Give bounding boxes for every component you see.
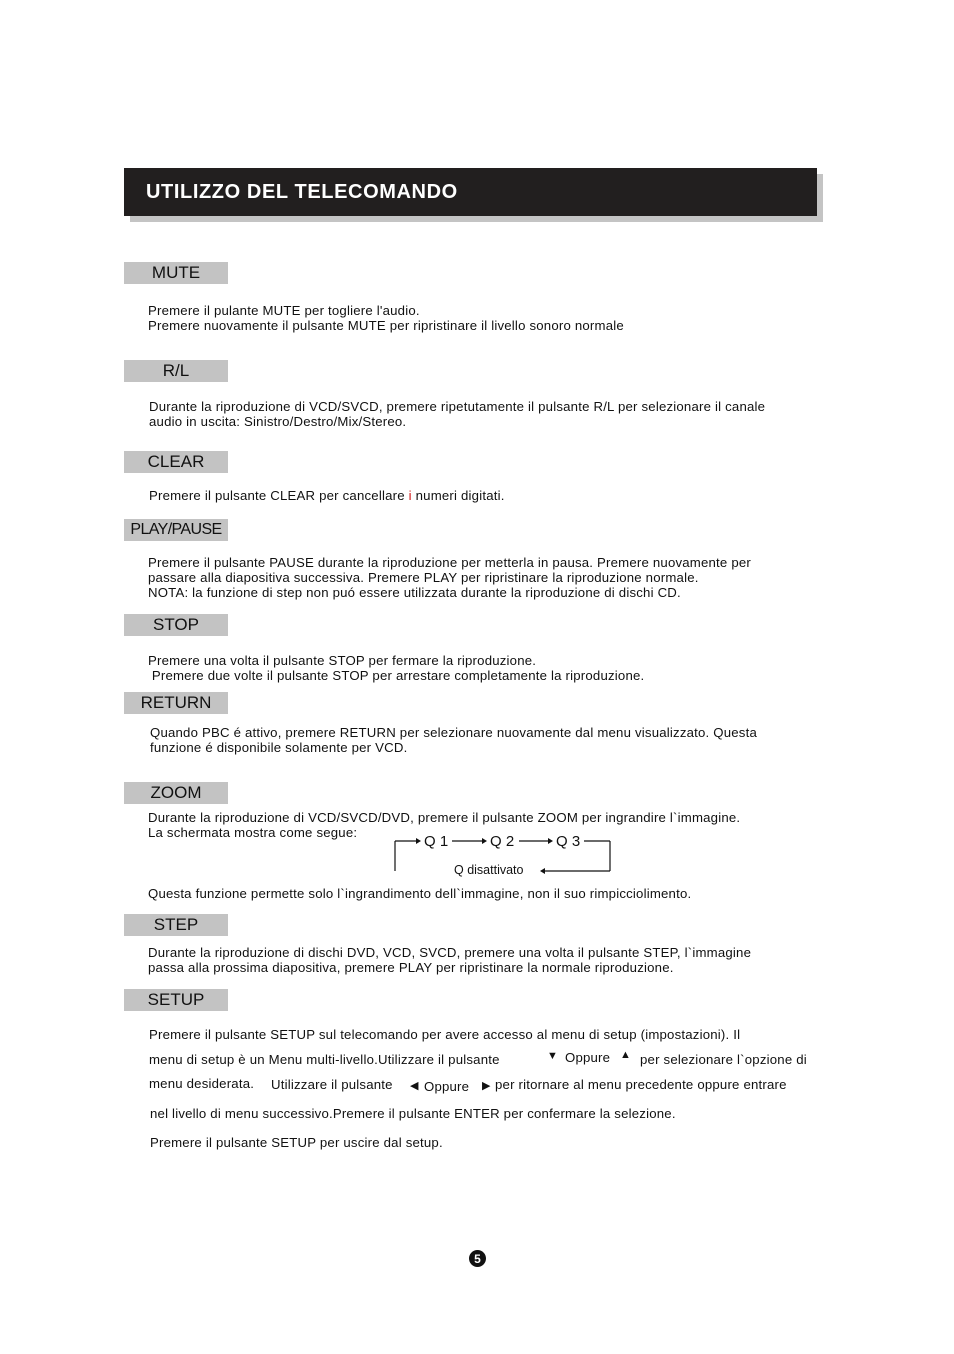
section-label-playpause: PLAY/PAUSE bbox=[124, 519, 228, 541]
clear-text-a: Premere il pulsante CLEAR per cancellare bbox=[149, 488, 409, 503]
playpause-line-2: passare alla diapositiva successiva. Premere PLAY per ripristinare la riproduzione normale. bbox=[148, 570, 699, 585]
rl-line-1: Durante la riproduzione di VCD/SVCD, premere ripetutamente il pulsante R/L per selezionare il canale bbox=[149, 399, 766, 414]
zoom-arrow-to-q1-head bbox=[416, 838, 421, 844]
clear-line bbox=[149, 488, 505, 503]
setup-line-2-or: Oppure bbox=[565, 1050, 611, 1065]
page-title-text: UTILIZZO DEL TELECOMANDO bbox=[146, 180, 458, 203]
section-label-rl: R/L bbox=[124, 360, 228, 382]
zoom-line-1: Durante la riproduzione di VCD/SVCD/DVD, premere il pulsante ZOOM per ingrandire l`immagine. bbox=[148, 810, 741, 825]
setup-line-1: Premere il pulsante SETUP sul telecomando per avere accesso al menu di setup (impostazioni). Il bbox=[149, 1027, 741, 1042]
setup-line-2a: menu di setup è un Menu multi-livello.Utilizzare il pulsante bbox=[149, 1052, 500, 1067]
section-label-return: RETURN bbox=[124, 692, 228, 714]
playpause-line-3: NOTA: la funzione di step non puó essere utilizzata durante la riproduzione di dischi CD. bbox=[148, 585, 681, 600]
step-line-2: passa alla prossima diapositiva, premere PLAY per ripristinare la normale riproduzione. bbox=[148, 960, 674, 975]
section-label-setup: SETUP bbox=[124, 989, 228, 1011]
zoom-off: Q disattivato bbox=[454, 863, 524, 877]
mute-line-2: Premere nuovamente il pulsante MUTE per ripristinare il livello sonoro normale bbox=[148, 318, 624, 333]
section-label-mute: MUTE bbox=[124, 262, 228, 284]
rl-line-2: audio in uscita: Sinistro/Destro/Mix/Stereo. bbox=[149, 414, 407, 429]
clear-text-red: i bbox=[408, 488, 412, 503]
setup-line-4: nel livello di menu successivo.Premere il pulsante ENTER per confermare la selezione. bbox=[150, 1106, 676, 1121]
return-line-1: Quando PBC é attivo, premere RETURN per selezionare nuovamente dal menu visualizzato. Questa bbox=[150, 725, 758, 740]
section-label-step: STEP bbox=[124, 914, 228, 936]
zoom-line-2: La schermata mostra come segue: bbox=[148, 825, 358, 840]
stop-line-1: Premere una volta il pulsante STOP per fermare la riproduzione. bbox=[148, 653, 537, 668]
setup-line-5: Premere il pulsante SETUP per uscire dal setup. bbox=[150, 1135, 443, 1150]
zoom-q1: Q 1 bbox=[424, 833, 449, 850]
page-number: 5 bbox=[469, 1250, 486, 1267]
stop-line-2: Premere due volte il pulsante STOP per arrestare completamente la riproduzione. bbox=[148, 668, 645, 683]
setup-line-3c: per ritornare al menu precedente oppure entrare bbox=[495, 1077, 787, 1092]
setup-line-3-or: Oppure bbox=[424, 1079, 470, 1094]
setup-line-3b: Utilizzare il pulsante bbox=[271, 1077, 393, 1092]
zoom-q3: Q 3 bbox=[556, 833, 581, 850]
zoom-note: Questa funzione permette solo l`ingrandimento dell`immagine, non il suo rimpicciolimento. bbox=[148, 886, 692, 901]
zoom-arrow-q2-q3-head bbox=[548, 838, 553, 844]
return-line-2: funzione é disponibile solamente per VCD. bbox=[150, 740, 408, 755]
setup-line-2b: per selezionare l`opzione di bbox=[640, 1052, 807, 1067]
section-label-clear: CLEAR bbox=[124, 451, 228, 473]
mute-line-1: Premere il pulante MUTE per togliere l'audio. bbox=[148, 303, 420, 318]
zoom-arrow-to-off-head bbox=[540, 868, 545, 874]
right-arrow-icon: ▶ bbox=[482, 1080, 491, 1092]
step-line-1: Durante la riproduzione di dischi DVD, VCD, SVCD, premere una volta il pulsante STEP, l`immagine bbox=[148, 945, 752, 960]
left-arrow-icon: ◀ bbox=[410, 1080, 419, 1092]
zoom-q2: Q 2 bbox=[490, 833, 515, 850]
zoom-arrow-q1-q2-head bbox=[482, 838, 487, 844]
section-label-stop: STOP bbox=[124, 614, 228, 636]
down-arrow-icon: ▼ bbox=[547, 1050, 558, 1062]
clear-text-b: numeri digitati. bbox=[411, 488, 505, 503]
up-arrow-icon: ▲ bbox=[620, 1049, 631, 1061]
setup-line-3a: menu desiderata. bbox=[149, 1076, 255, 1091]
playpause-line-1: Premere il pulsante PAUSE durante la riproduzione per metterla in pausa. Premere nuovamente per bbox=[148, 555, 751, 570]
section-label-zoom: ZOOM bbox=[124, 782, 228, 804]
page-title bbox=[124, 168, 817, 216]
